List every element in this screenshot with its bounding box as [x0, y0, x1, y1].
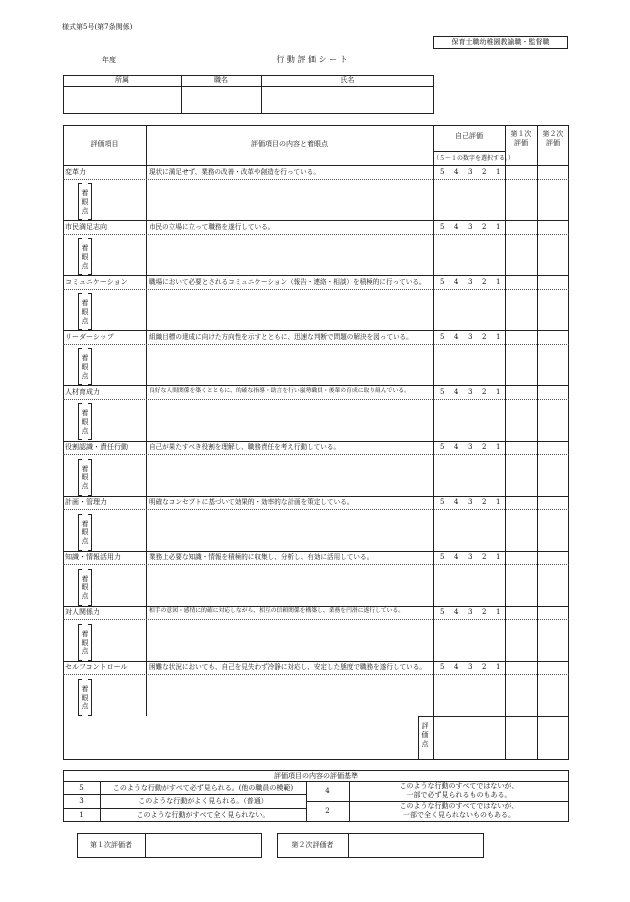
score-option-3[interactable]: 3 — [468, 663, 473, 672]
score-option-2[interactable]: 2 — [482, 277, 487, 286]
score-option-4[interactable]: 4 — [454, 553, 459, 562]
year-label: 年度 — [102, 56, 116, 64]
score-option-4[interactable]: 4 — [454, 443, 459, 451]
criteria-text-2a: このような行動のすべてではないが、 — [399, 802, 519, 810]
form-number: 様式第5号(第7条関係) — [62, 23, 133, 31]
score-option-1[interactable]: 1 — [496, 443, 501, 451]
first-eval-field[interactable] — [506, 331, 536, 384]
score-option-1[interactable]: 1 — [496, 277, 501, 286]
first-eval-field[interactable] — [506, 662, 536, 715]
item-description: 自己が果たすべき役割を理解し、職務責任を考え行動している。 — [149, 443, 341, 451]
first-evaluator-label: 第１次評価者 — [90, 841, 132, 849]
score-option-5[interactable]: 5 — [440, 608, 445, 617]
second-eval-field[interactable] — [538, 276, 568, 329]
score-option-3[interactable]: 3 — [468, 443, 473, 451]
viewpoint-label: 着 眼 点 — [81, 519, 89, 546]
viewpoint-notes-field[interactable] — [147, 182, 432, 219]
score-option-2[interactable]: 2 — [482, 387, 487, 396]
viewpoint-label: 着 眼 点 — [81, 629, 89, 656]
job-title-field[interactable] — [182, 87, 260, 113]
first-eval-field[interactable] — [506, 607, 536, 660]
second-eval-field[interactable] — [538, 607, 568, 660]
viewpoint-notes-field[interactable] — [147, 623, 432, 660]
score-option-5[interactable]: 5 — [440, 167, 445, 176]
item-name: コミュニケーション — [65, 277, 128, 286]
score-option-4[interactable]: 4 — [454, 332, 459, 341]
score-option-1[interactable]: 1 — [496, 387, 501, 396]
score-option-5[interactable]: 5 — [440, 277, 445, 286]
item-description: 職場において必要とされるコミュニケーション（報告・連絡・相談）を積極的に行っている。 — [149, 277, 426, 286]
first-eval-field[interactable] — [506, 497, 536, 550]
viewpoint-label: 着 眼 点 — [81, 299, 89, 325]
viewpoint-label: 着 眼 点 — [81, 684, 89, 711]
criteria-text-5: このような行動がすべて必ず見られる。(他の職員の模範) — [112, 784, 294, 792]
viewpoint-label: 着 眼 点 — [81, 189, 89, 215]
criteria-text-3: このような行動がよく見られる。（普通） — [138, 797, 268, 805]
first-evaluator-field[interactable] — [146, 834, 261, 857]
second-eval-field[interactable] — [538, 662, 568, 715]
first-eval-field[interactable] — [506, 221, 536, 274]
item-name: 人材育成力 — [65, 387, 100, 396]
sheet-title: 行 動 評 価 シ ー ト — [276, 55, 348, 64]
score-option-1[interactable]: 1 — [496, 553, 501, 562]
name-header: 氏名 — [340, 76, 355, 84]
score-option-1[interactable]: 1 — [496, 608, 501, 617]
score-option-4[interactable]: 4 — [454, 387, 459, 396]
second-evaluator-field[interactable] — [349, 834, 483, 857]
viewpoint-notes-field[interactable] — [147, 678, 432, 715]
criteria-text-4a: このような行動のすべてではないが、 — [399, 782, 519, 790]
second-eval-field[interactable] — [538, 166, 568, 219]
score-option-5[interactable]: 5 — [440, 663, 445, 672]
second-eval-field[interactable] — [538, 497, 568, 550]
item-description: 市民の立場に立って職務を遂行している。 — [149, 222, 275, 231]
criteria-score-4: 4 — [325, 787, 330, 795]
score-option-3[interactable]: 3 — [468, 553, 473, 562]
viewpoint-label: 着 眼 点 — [81, 244, 89, 270]
second-eval-header: 第２次 評価 — [542, 130, 564, 148]
score-option-2[interactable]: 2 — [482, 663, 487, 672]
score-option-3[interactable]: 3 — [468, 498, 473, 507]
name-field[interactable] — [262, 87, 433, 113]
item-name: 知識・情報活用力 — [65, 553, 121, 562]
content-header: 評価項目の内容と着眼点 — [251, 140, 328, 148]
viewpoint-label: 着 眼 点 — [81, 574, 89, 601]
item-description: 良好な人間関係を築くとともに、的確な指導・助言を行い嵐勢職員・後輩の育成に取り組んでいる。 — [149, 387, 410, 394]
item-description: 組織目標の達成に向けた方向性を示すとともに、迅速な判断で問題の解決を図っている。 — [149, 332, 413, 341]
viewpoint-notes-field[interactable] — [147, 513, 432, 550]
item-name: セルフコントロール — [65, 663, 128, 672]
viewpoint-notes-field[interactable] — [147, 237, 432, 274]
criteria-score-1: 1 — [79, 811, 84, 819]
score-option-2[interactable]: 2 — [482, 332, 487, 341]
score-option-1[interactable]: 1 — [496, 663, 501, 672]
viewpoint-notes-field[interactable] — [147, 458, 432, 495]
criteria-score-3: 3 — [79, 797, 84, 805]
score-option-2[interactable]: 2 — [482, 498, 487, 507]
item-name: 市民満足志向 — [65, 222, 107, 231]
first-eval-field[interactable] — [506, 166, 536, 219]
category-label: 保育士職幼稚園教諭職・監督職 — [451, 38, 550, 46]
item-name: リーダーシップ — [65, 332, 114, 341]
total-second-field[interactable] — [538, 717, 568, 759]
criteria-text-1: このような行動がすべて全く見られない。 — [136, 811, 270, 819]
score-option-5[interactable]: 5 — [440, 553, 445, 562]
score-option-5[interactable]: 5 — [440, 222, 445, 231]
criteria-title: 評価項目の内容の評価基準 — [274, 772, 358, 780]
score-option-2[interactable]: 2 — [482, 167, 487, 176]
second-eval-field[interactable] — [538, 221, 568, 274]
criteria-score-2: 2 — [325, 807, 330, 815]
score-option-5[interactable]: 5 — [440, 443, 445, 451]
total-label: 評 価 点 — [421, 722, 429, 748]
first-eval-field[interactable] — [506, 276, 536, 329]
score-option-3[interactable]: 3 — [468, 608, 473, 617]
item-description: 明確なコンセプトに基づいて効果的・効率的な計画を策定している。 — [149, 498, 354, 507]
viewpoint-label: 着 眼 点 — [81, 354, 89, 380]
score-option-4[interactable]: 4 — [454, 663, 459, 672]
score-option-1[interactable]: 1 — [496, 167, 501, 176]
score-option-4[interactable]: 4 — [454, 277, 459, 286]
second-eval-field[interactable] — [538, 386, 568, 439]
total-self-field[interactable] — [434, 717, 504, 759]
item-name: 対人関係力 — [65, 608, 100, 617]
second-evaluator-label: 第２次評価者 — [291, 841, 334, 849]
scale-note: （５～１の数字を選択する。） — [433, 155, 515, 162]
self-eval-header: 自己評価 — [455, 132, 483, 140]
first-eval-field[interactable] — [506, 552, 536, 605]
second-eval-field[interactable] — [538, 331, 568, 384]
viewpoint-notes-field[interactable] — [147, 402, 432, 439]
score-option-2[interactable]: 2 — [482, 608, 487, 617]
score-option-5[interactable]: 5 — [440, 498, 445, 507]
score-option-4[interactable]: 4 — [454, 498, 459, 507]
affiliation-header: 所属 — [115, 76, 129, 84]
score-option-4[interactable]: 4 — [454, 222, 459, 231]
viewpoint-notes-field[interactable] — [147, 568, 432, 605]
score-option-3[interactable]: 3 — [468, 332, 473, 341]
affiliation-field[interactable] — [64, 87, 180, 113]
first-eval-field[interactable] — [506, 386, 536, 439]
criteria-score-5: 5 — [79, 784, 84, 792]
viewpoint-label: 着 眼 点 — [81, 464, 89, 490]
second-eval-field[interactable] — [538, 552, 568, 605]
score-option-3[interactable]: 3 — [468, 167, 473, 176]
score-option-3[interactable]: 3 — [468, 222, 473, 231]
item-description: 相手の意図・感情に的確に対応しながら、相互の信頼関係を構築し、業務を円滑に遂行している。 — [149, 608, 405, 615]
item-header: 評価項目 — [90, 140, 119, 148]
score-option-2[interactable]: 2 — [482, 222, 487, 231]
second-eval-field[interactable] — [538, 442, 568, 495]
score-option-1[interactable]: 1 — [496, 332, 501, 341]
item-name: 計画・管理力 — [65, 498, 107, 507]
score-option-2[interactable]: 2 — [482, 553, 487, 562]
criteria-text-4b: 一部で必ず見られるものもある。 — [406, 791, 512, 799]
item-name: 変革力 — [65, 167, 86, 176]
first-eval-field[interactable] — [506, 442, 536, 495]
score-option-1[interactable]: 1 — [496, 222, 501, 231]
total-first-field[interactable] — [506, 717, 536, 759]
category-box — [433, 36, 568, 49]
score-option-3[interactable]: 3 — [468, 277, 473, 286]
item-description: 困難な状況においても、自己を見失わず冷静に対応し、安定した態度で職務を遂行している。 — [149, 663, 426, 672]
viewpoint-label: 着 眼 点 — [81, 409, 89, 435]
score-option-5[interactable]: 5 — [440, 387, 445, 396]
score-option-3[interactable]: 3 — [468, 387, 473, 396]
item-description: 現状に満足せず、業務の改善・改革や創造を行っている。 — [149, 167, 320, 176]
item-name: 役割認識・責任行動 — [65, 443, 128, 451]
item-description: 業務上必要な知識・情報を積極的に収集し、分析し、有効に活用している。 — [149, 553, 374, 562]
first-eval-header: 第１次 評価 — [510, 130, 532, 148]
job-title-header: 職名 — [214, 76, 228, 84]
score-option-2[interactable]: 2 — [482, 443, 487, 451]
score-option-1[interactable]: 1 — [496, 498, 501, 507]
score-option-5[interactable]: 5 — [440, 332, 445, 341]
score-option-4[interactable]: 4 — [454, 167, 459, 176]
score-option-4[interactable]: 4 — [454, 608, 459, 617]
viewpoint-notes-field[interactable] — [147, 292, 432, 329]
criteria-text-2b: 一部で全く見られないものもある。 — [403, 811, 515, 819]
viewpoint-notes-field[interactable] — [147, 347, 432, 384]
